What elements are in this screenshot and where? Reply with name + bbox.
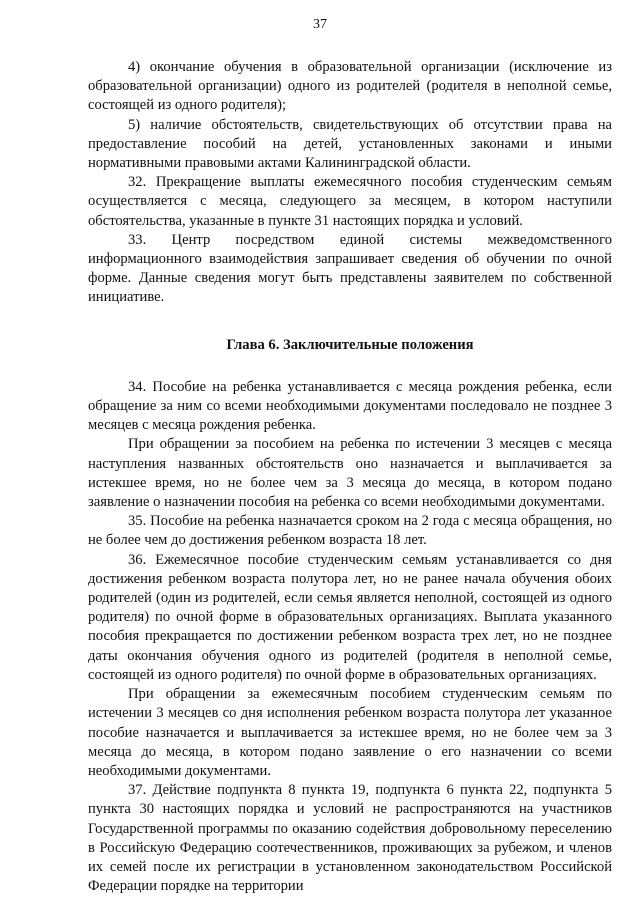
- page-number: 37: [313, 17, 327, 32]
- paragraph-item-5: 5) наличие обстоятельств, свидетельствующих об отсутствии права на предоставление пособий на детей, установленных законами и иными нормативными правовыми актами Калининградской области.: [88, 116, 612, 172]
- document-body: [88, 58, 612, 896]
- paragraph-35: 35. Пособие на ребенка назначается сроком на 2 года с месяца обращения, но не более чем до достижения ребенком возраста 18 лет.: [88, 513, 612, 549]
- paragraph-37: 37. Действие подпункта 8 пункта 19, подпункта 6 пункта 22, подпункта 5 пункта 30 настоящих порядка и условий не распространяются на участников Государственной программы по оказанию содействия добровольному переселению в Российскую Федерацию соотечественников, проживающих за рубежом, и членов их семей после их регистрации в установленном законодательством Российской Федерации порядке на территории: [88, 782, 612, 895]
- paragraph-33: 33. Центр посредством единой системы межведомственного информационного взаимодействия запрашивает сведения об обучении по очной форме. Данные сведения могут быть представлены заявителем по собственной инициативе.: [88, 231, 612, 306]
- paragraph-32: 32. Прекращение выплаты ежемесячного пособия студенческим семьям осуществляется с месяца, следующего за месяцем, в котором наступили обстоятельства, указанные в пункте 31 настоящих порядка и условий.: [88, 174, 612, 229]
- paragraph-36: 36. Ежемесячное пособие студенческим семьям устанавливается со дня достижения ребенком возраста полутора лет, но не ранее начала обучения обоих родителей (один из родителей, если семья является неполной, состоящей из одного родителя) по очной форме в образовательных организациях. Выплата указанного пособия прекращается по достижении ребенком возраста трех лет, но не позднее даты окончания обучения одного из родителей (родителя в неполной семье, состоящей из одного родителя) по очной форме в образовательных организациях.: [88, 551, 612, 683]
- paragraph-36-continuation: При обращении за ежемесячным пособием студенческим семьям по истечении 3 месяцев со дня исполнения ребенком возраста полутора лет указанное пособие назначается и выплачивается за истекшее время, но не более чем за 3 месяца до месяца, в котором подано заявление о его назначении со всеми необходимыми документами.: [88, 686, 612, 779]
- chapter-title: Глава 6. Заключительные положения: [226, 336, 474, 353]
- paragraph-item-4: 4) окончание обучения в образовательной организации (исключение из образовательной организации) одного из родителей (родителя в неполной семье, состоящей из одного родителя);: [88, 59, 612, 114]
- paragraph-34: 34. Пособие на ребенка устанавливается с месяца рождения ребенка, если обращение за ним со всеми необходимыми документами последовало не позднее 3 месяцев с месяца рождения ребенка.: [88, 378, 612, 434]
- paragraph-34-continuation: При обращении за пособием на ребенка по истечении 3 месяцев с месяца наступления названных обстоятельств оно назначается и выплачивается за истекшее время, но не более чем за 3 месяца до месяца, в котором подано заявление о назначении пособия на ребенка со всеми необходимыми документами.: [88, 436, 612, 511]
